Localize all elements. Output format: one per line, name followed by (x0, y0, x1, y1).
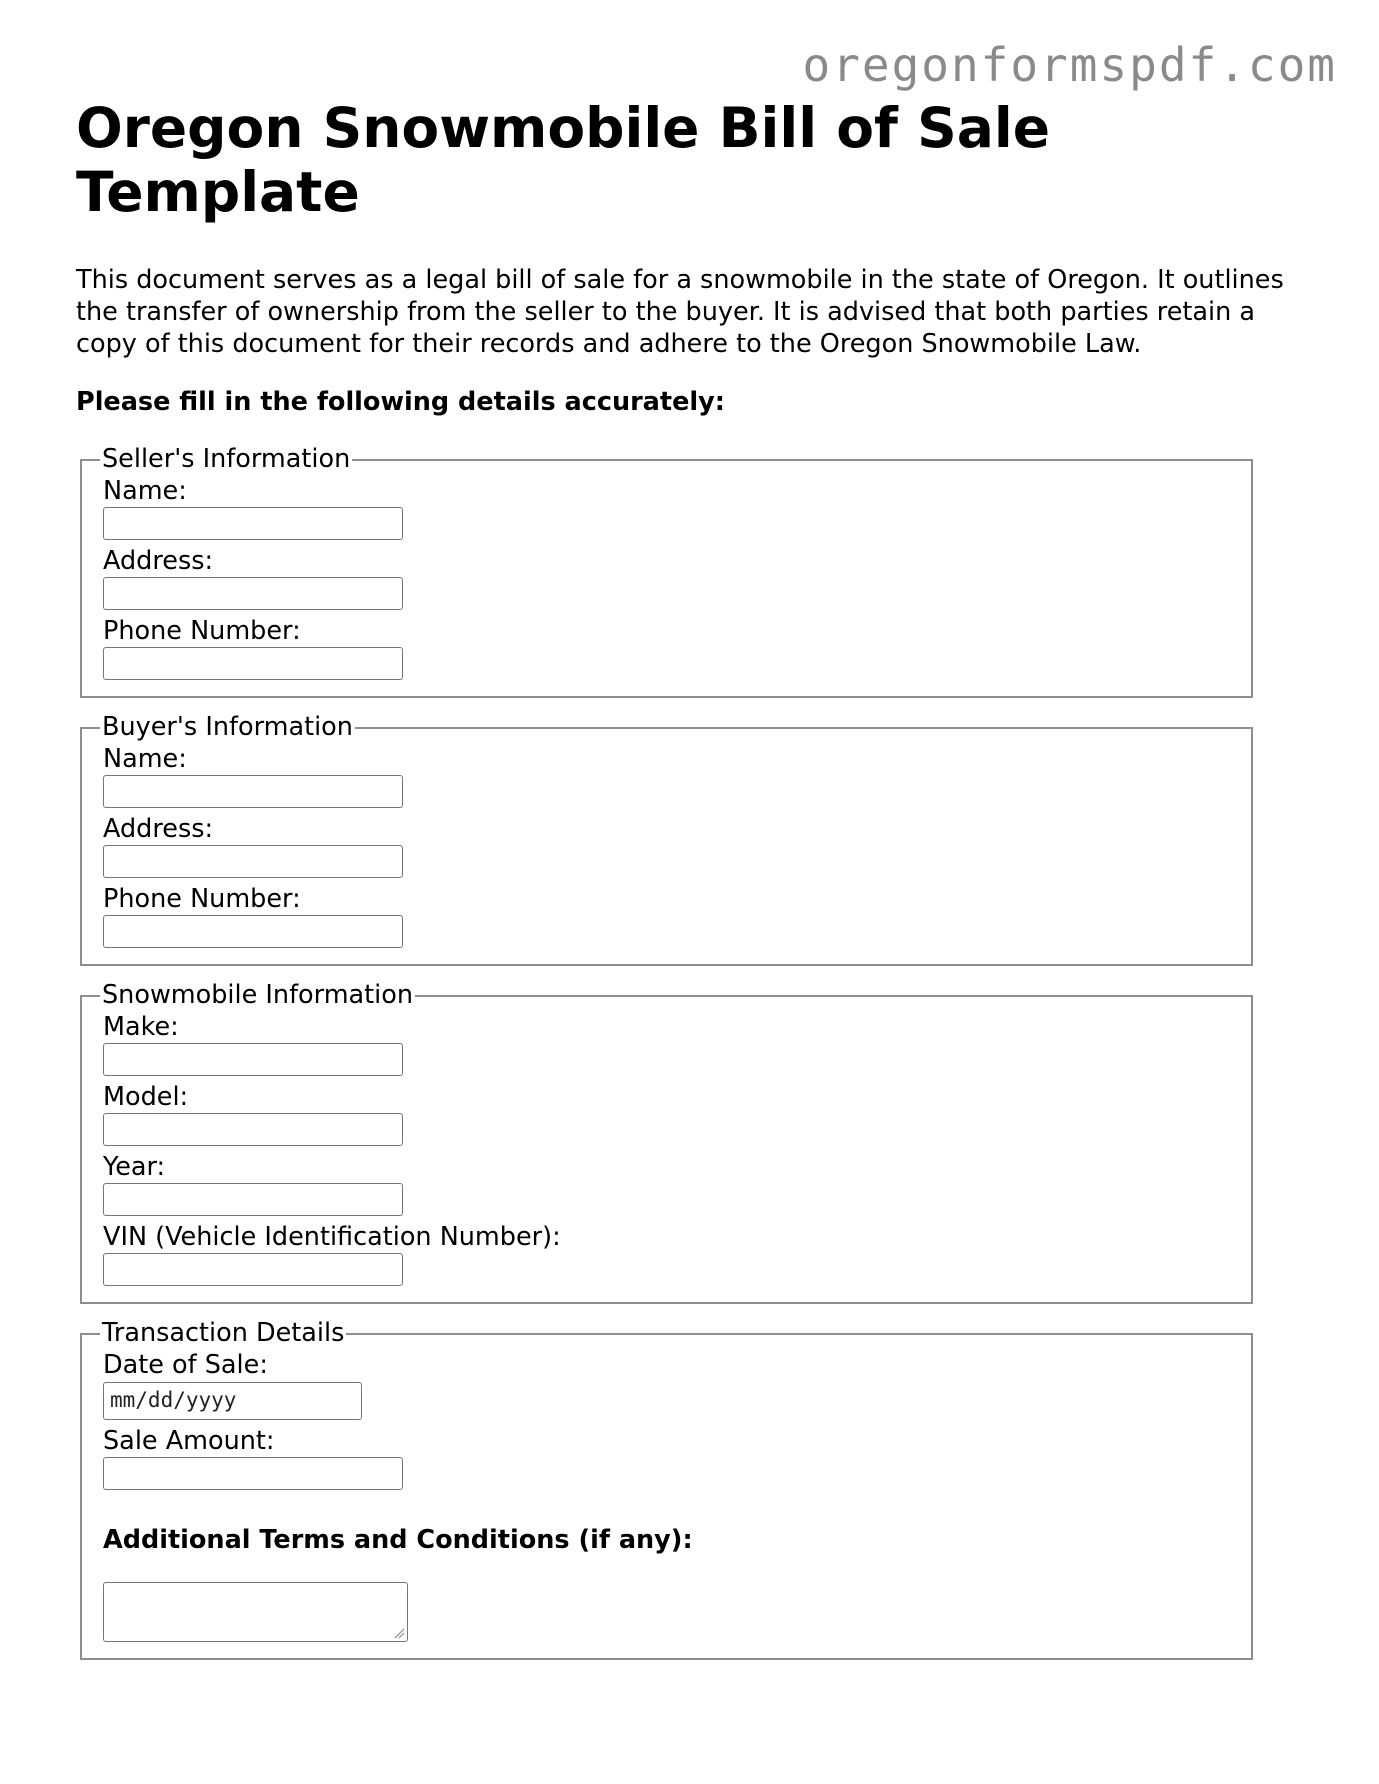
vin-input[interactable] (103, 1253, 403, 1286)
date-of-sale-input[interactable]: mm/dd/yyyy (103, 1382, 362, 1420)
additional-terms-wrapper (103, 1582, 408, 1642)
seller-phone-label: Phone Number: (103, 616, 301, 646)
buyer-phone-label: Phone Number: (103, 884, 301, 914)
transaction-details-section (80, 1319, 1253, 1660)
vin-label: VIN (Vehicle Identification Number): (103, 1222, 561, 1252)
page-title: Oregon Snowmobile Bill of Sale Template (76, 96, 1050, 224)
seller-information-legend: Seller's Information (102, 444, 351, 474)
sale-amount-input[interactable] (103, 1457, 403, 1490)
seller-address-label: Address: (103, 546, 214, 576)
year-label: Year: (103, 1152, 166, 1182)
additional-terms-heading: Additional Terms and Conditions (if any): (103, 1525, 693, 1555)
seller-address-input[interactable] (103, 577, 403, 610)
additional-terms-textarea[interactable] (103, 1582, 408, 1642)
buyer-address-input[interactable] (103, 845, 403, 878)
instruction-text: Please fill in the following details accurately: (76, 387, 725, 417)
transaction-details-legend: Transaction Details (102, 1318, 345, 1348)
date-of-sale-label: Date of Sale: (103, 1350, 268, 1380)
year-input[interactable] (103, 1183, 403, 1216)
model-label: Model: (103, 1082, 189, 1112)
model-input[interactable] (103, 1113, 403, 1146)
watermark: oregonformspdf.com (802, 38, 1337, 92)
seller-name-input[interactable] (103, 507, 403, 540)
make-input[interactable] (103, 1043, 403, 1076)
document-page (76, 96, 1294, 1660)
buyer-address-label: Address: (103, 814, 214, 844)
buyer-name-input[interactable] (103, 775, 403, 808)
resize-grip-icon[interactable] (393, 1627, 405, 1639)
seller-name-label: Name: (103, 476, 187, 506)
buyer-name-label: Name: (103, 744, 187, 774)
snowmobile-information-section (80, 981, 1253, 1304)
buyer-information-legend: Buyer's Information (102, 712, 353, 742)
snowmobile-information-legend: Snowmobile Information (102, 980, 414, 1010)
seller-information-section (80, 445, 1253, 698)
buyer-phone-input[interactable] (103, 915, 403, 948)
intro-paragraph: This document serves as a legal bill of sale for a snowmobile in the state of Oregon. It outlines the transfer of ownership from the seller to the buyer. It is advised that both parties retain a copy of this document for their records and adhere to the Oregon Snowmobile Law. (76, 265, 1284, 359)
make-label: Make: (103, 1012, 179, 1042)
buyer-information-section (80, 713, 1253, 966)
sale-amount-label: Sale Amount: (103, 1426, 275, 1456)
seller-phone-input[interactable] (103, 647, 403, 680)
